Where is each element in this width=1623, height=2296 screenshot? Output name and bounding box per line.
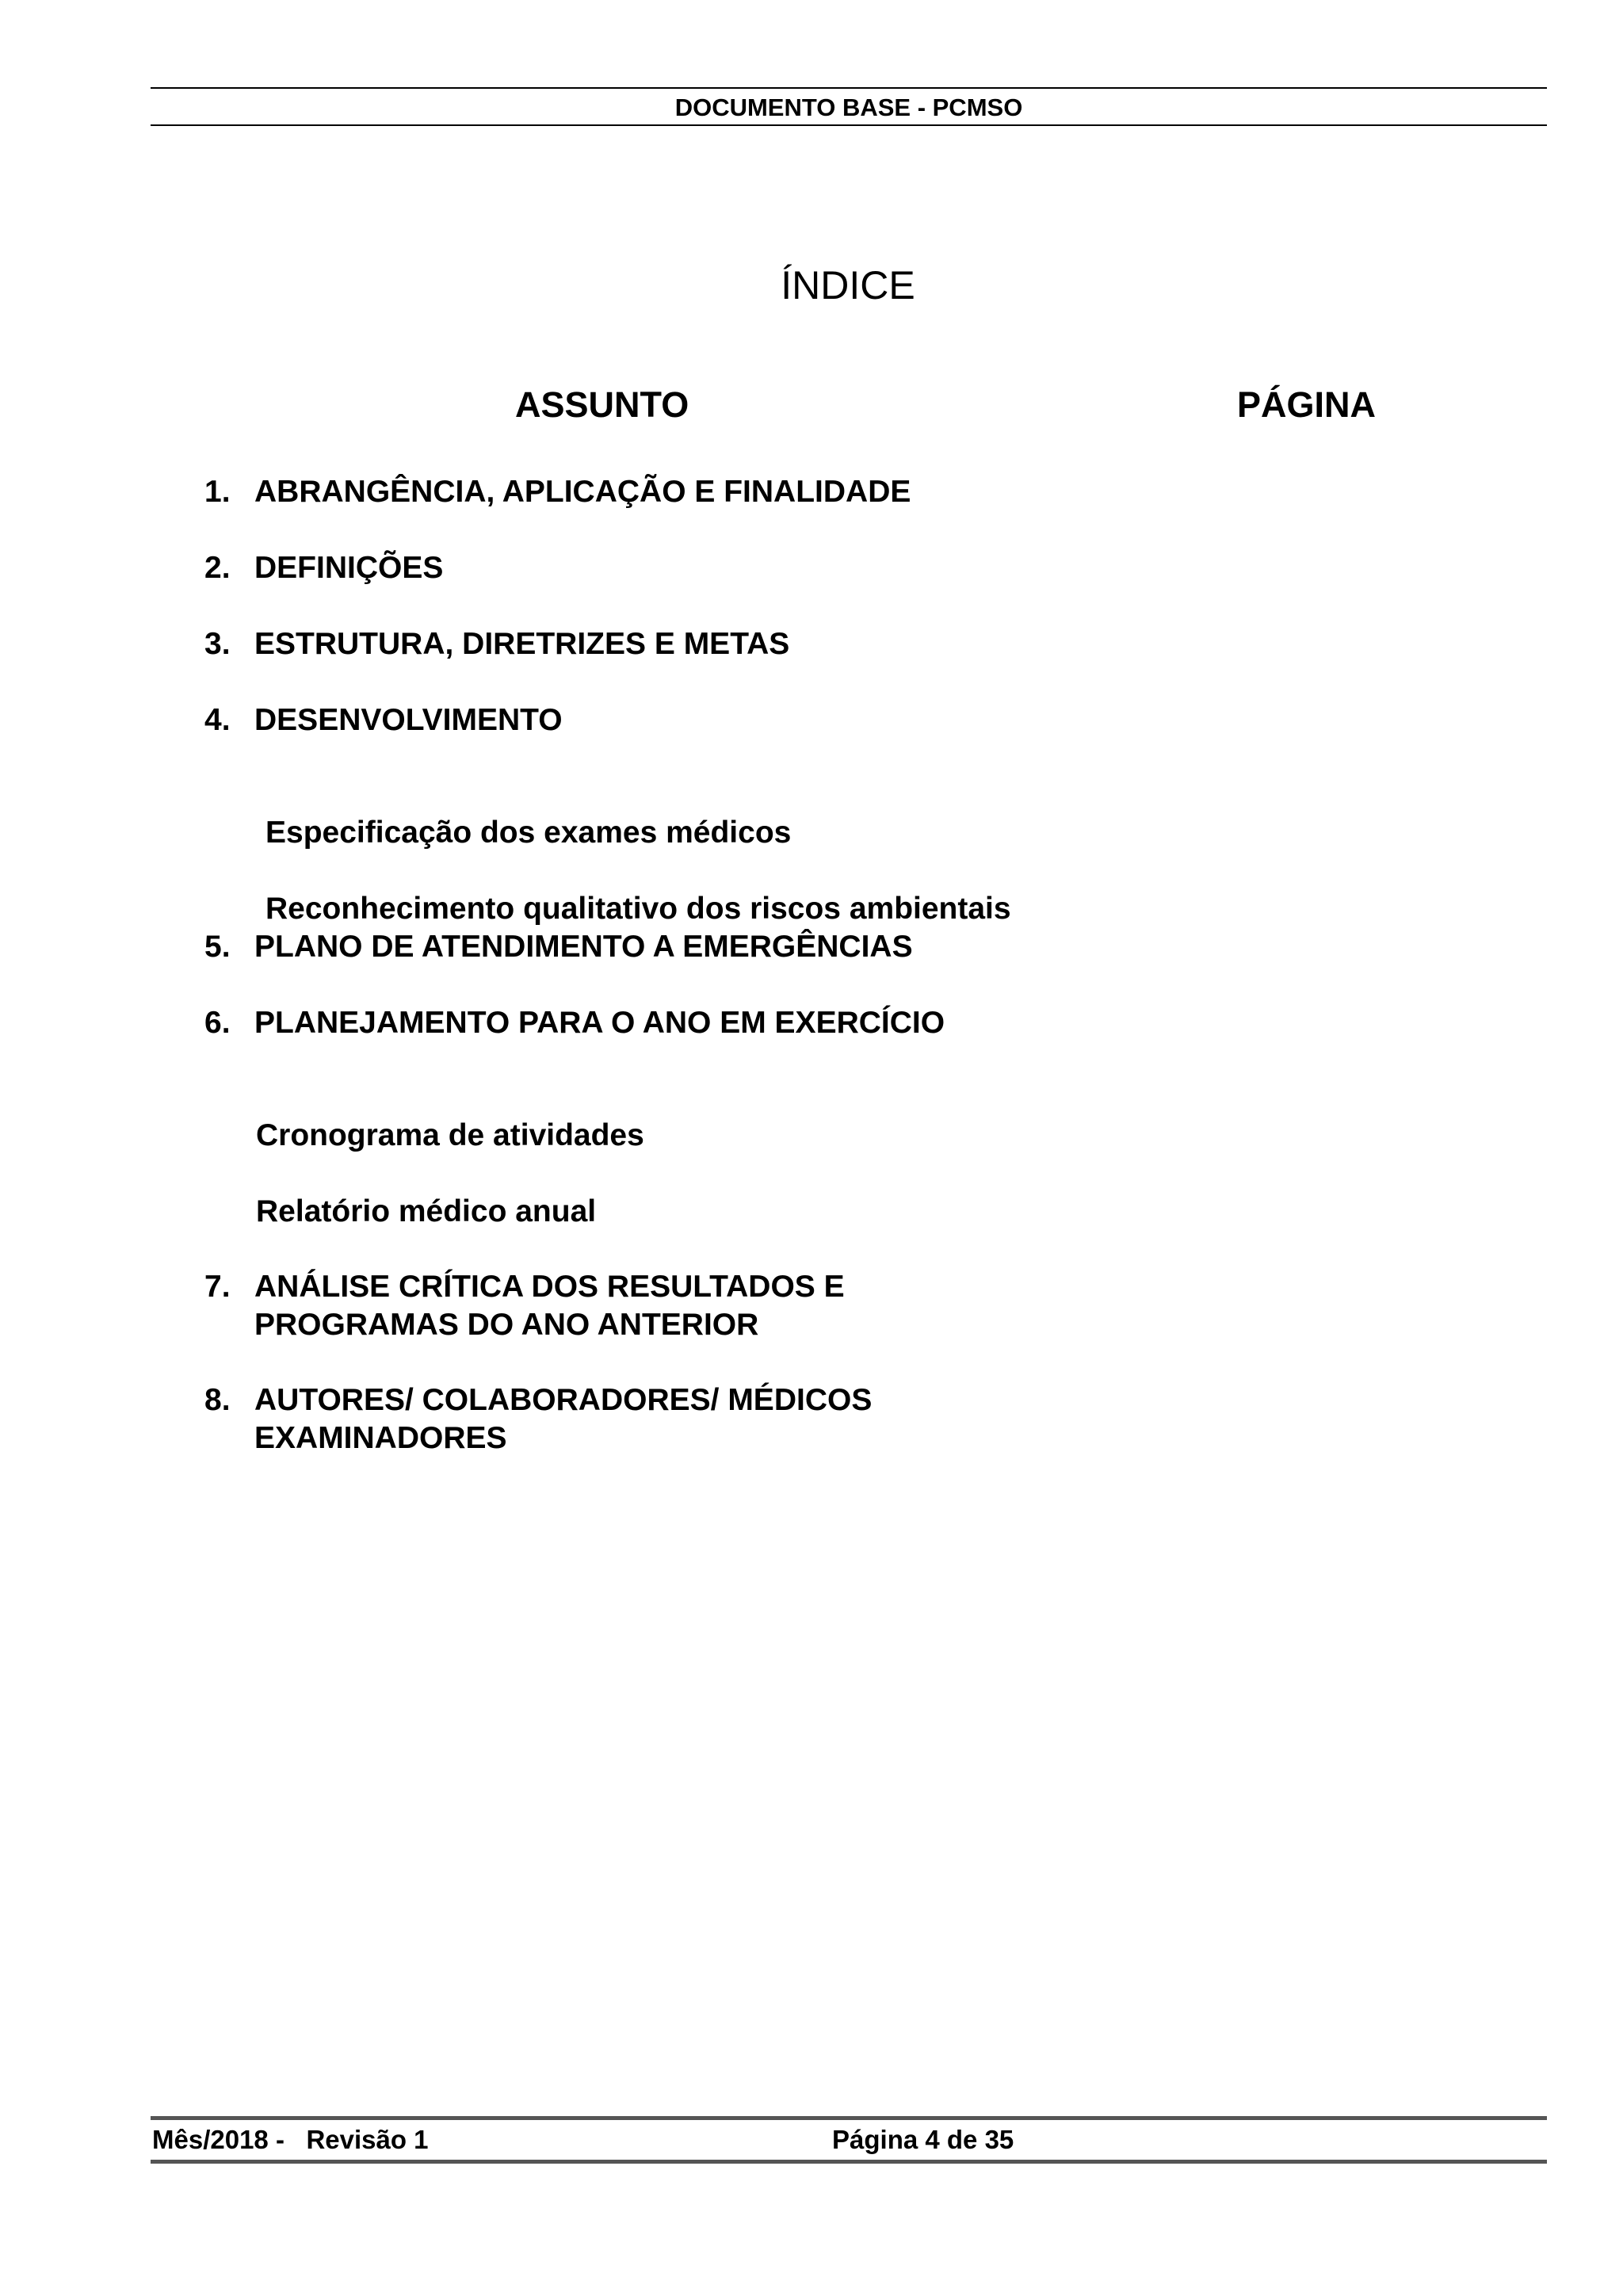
header-top-rule <box>151 87 1547 89</box>
footer-revision: Mês/2018 - Revisão 1 <box>152 2125 429 2154</box>
footer-top-rule <box>151 2116 1547 2120</box>
footer-page-number: Página 4 de 35 <box>832 2125 1014 2154</box>
toc-subitem-text: Cronograma de atividades <box>256 1118 644 1152</box>
toc-item-text: AUTORES/ COLABORADORES/ MÉDICOS EXAMINADORES <box>254 1383 873 1455</box>
toc-item-number: 5. <box>204 930 231 964</box>
toc-subitem-text: Especificação dos exames médicos <box>265 816 792 850</box>
index-title: ÍNDICE <box>781 263 915 308</box>
toc-item-number: 3. <box>204 627 231 661</box>
toc-item-text: ANÁLISE CRÍTICA DOS RESULTADOS E PROGRAMAS DO ANO ANTERIOR <box>254 1270 845 1342</box>
toc-item-text: PLANEJAMENTO PARA O ANO EM EXERCÍCIO <box>254 1006 945 1040</box>
column-page-heading: PÁGINA <box>1237 384 1377 425</box>
toc-item-number: 7. <box>204 1270 231 1304</box>
column-subject-heading: ASSUNTO <box>515 384 689 425</box>
toc-item-text: DEFINIÇÕES <box>254 551 444 585</box>
toc-item-text: DESENVOLVIMENTO <box>254 703 563 737</box>
toc-item-text: ABRANGÊNCIA, APLICAÇÃO E FINALIDADE <box>254 475 911 509</box>
header-bottom-rule <box>151 124 1547 126</box>
toc-subitem-text: Relatório médico anual <box>256 1194 597 1228</box>
toc-subitem-text: Reconhecimento qualitativo dos riscos ambientais <box>265 892 1011 926</box>
toc-item-number: 2. <box>204 551 231 585</box>
toc-item-number: 4. <box>204 703 231 737</box>
toc-item-number: 6. <box>204 1006 231 1040</box>
toc-item-text: PLANO DE ATENDIMENTO A EMERGÊNCIAS <box>254 930 913 964</box>
header-title: DOCUMENTO BASE - PCMSO <box>674 94 1023 121</box>
toc-item-number: 8. <box>204 1383 231 1417</box>
toc-item-text: ESTRUTURA, DIRETRIZES E METAS <box>254 627 790 661</box>
footer-bottom-rule <box>151 2160 1547 2164</box>
toc-item-number: 1. <box>204 475 231 509</box>
